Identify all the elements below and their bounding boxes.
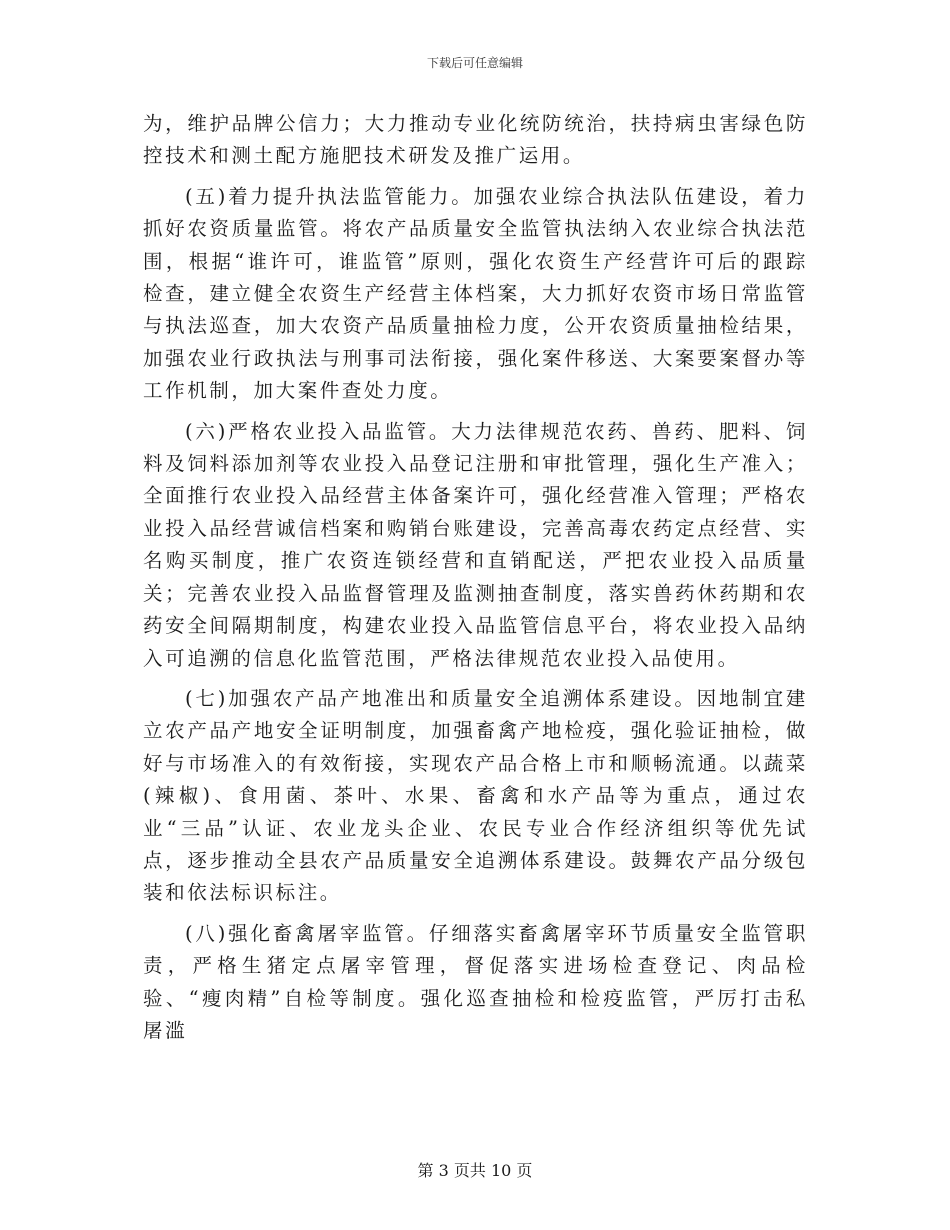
paragraph-continuation: 为，维护品牌公信力；大力推动专业化统防统治，扶持病虫害绿色防控技术和测土配方施肥技术研发及推广运用。	[143, 112, 808, 168]
page-number: 第 3 页共 10 页	[417, 1161, 533, 1180]
paragraph-section-5: (五)着力提升执法监管能力。加强农业综合执法队伍建设，着力抓好农资质量监管。将农产品质量安全监管执法纳入农业综合执法范围，根据“谁许可，谁监管”原则，强化农资生产经营许可后的跟踪检查，建立健全农资生产经营主体档案，大力抓好农资市场日常监管与执法巡查，加大农资产品质量抽检力度，公开农资质量抽检结果，加强农业行政执法与刑事司法衔接，强化案件移送、大案要案督办等工作机制，加大案件查处力度。	[143, 184, 808, 403]
page-header: 下载后可任意编辑	[426, 56, 523, 70]
document-body	[143, 108, 808, 1047]
paragraph-section-6: (六)严格农业投入品监管。大力法律规范农药、兽药、肥料、饲料及饲料添加剂等农业投入品登记注册和审批管理，强化生产准入；全面推行农业投入品经营主体备案许可，强化经营准入管理；严格农业投入品经营诚信档案和购销台账建设，完善高毒农药定点经营、实名购买制度，推广农资连锁经营和直销配送，严把农业投入品质量关；完善农业投入品监督管理及监测抽查制度，落实兽药休药期和农药安全间隔期制度，构建农业投入品监管信息平台，将农业投入品纳入可追溯的信息化监管范围，严格法律规范农业投入品使用。	[143, 419, 808, 670]
paragraph-section-8: (八)强化畜禽屠宰监管。仔细落实畜禽屠宰环节质量安全监管职责，严格生猪定点屠宰管理，督促落实进场检查登记、肉品检验、“瘦肉精”自检等制度。强化巡查抽检和检疫监管，严厉打击私屠滥	[143, 921, 808, 1042]
paragraph-section-7: (七)加强农产品产地准出和质量安全追溯体系建设。因地制宜建立农产品产地安全证明制度，加强畜禽产地检疫，强化验证抽检，做好与市场准入的有效衔接，实现农产品合格上市和顺畅流通。以蔬菜(辣椒)、食用菌、茶叶、水果、畜禽和水产品等为重点，通过农业“三品”认证、农业龙头企业、农民专业合作经济组织等优先试点，逐步推动全县农产品质量安全追溯体系建设。鼓舞农产品分级包装和依法标识标注。	[143, 686, 808, 905]
